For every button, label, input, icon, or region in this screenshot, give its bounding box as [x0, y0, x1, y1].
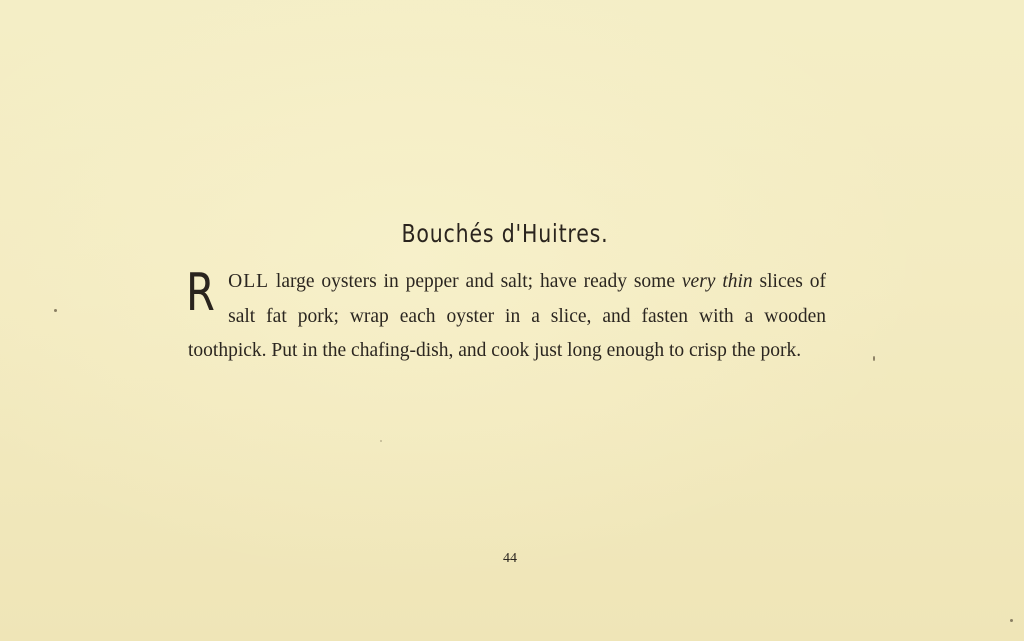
- recipe-emphasis: very thin: [681, 271, 753, 292]
- opening-caps: OLL: [228, 271, 270, 292]
- recipe-title: Bouchés d'Huitres.: [401, 219, 609, 248]
- drop-cap: R: [186, 263, 215, 323]
- page-number: 44: [503, 551, 517, 566]
- paper-speck: [873, 356, 875, 361]
- recipe-text-part2: slices of salt fat pork; wrap each oyster in a slice, and fasten with a wooden toothpick. Put in the chafing-dish, and cook just long enough to crisp the pork.: [188, 271, 827, 361]
- paper-speck: [1010, 619, 1013, 622]
- paper-speck: [380, 440, 382, 442]
- paper-speck: [54, 309, 57, 312]
- recipe-body: [188, 265, 826, 369]
- recipe-text-part1: large oysters in pepper and salt; have ready some: [269, 271, 682, 292]
